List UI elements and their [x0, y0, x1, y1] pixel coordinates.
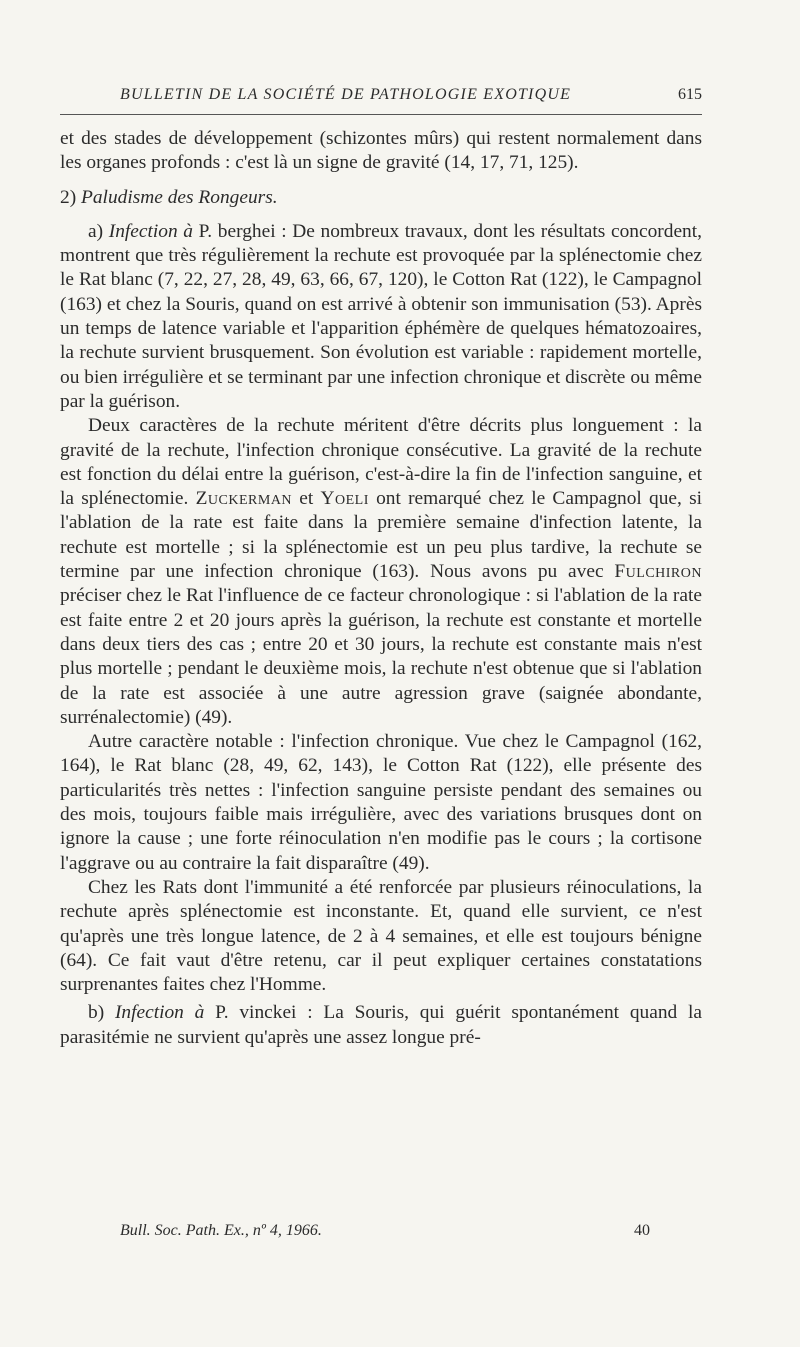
page-footer — [60, 1222, 702, 1246]
section-title: Paludisme des Rongeurs. — [81, 186, 278, 208]
subsection-title-b: Infection à — [114, 1002, 205, 1024]
journal-title: BULLETIN DE LA SOCIÉTÉ DE PATHOLOGIE EXOTIQUE — [120, 86, 572, 103]
section-number: 2) — [60, 186, 77, 208]
paragraph-a: a) Infection à P. berghei : De nombreux travaux, dont les résultats concordent, montrent que très régulièrement la rechute est provoquée par la splénectomie chez le Rat blanc (7, 22, 27, 28, 49, 63, 66, 67, 120), le Cotton Rat (122), le Campagnol (163) et chez la Souris, quand on est arrivé à obtenir son immunisation (53). Après un temps de latence variable et l'apparition éphémère de quelques hématozoaires, la rechute survient brusquement. Son évolution est variable : rapidement mortelle, ou bien irrégulière et se terminant par une infection chronique et discrète ou même par la guérison. — [60, 220, 702, 412]
paragraph-continuation: et des stades de développement (schizontes mûrs) qui restent normalement dans les organes profonds : c'est là un signe de gravité (14, 17, 71, 125). — [60, 128, 702, 174]
author-name: Fulchiron — [614, 561, 702, 583]
subsection-label-b: b) — [88, 1002, 105, 1024]
paragraph-reinoculation: Chez les Rats dont l'immunité a été renforcée par plusieurs réinoculations, la rechute après splénectomie est inconstante. Et, quand elle survient, ce n'est qu'après une très longue latence, de 2 à 4 semaines, et elle est toujours bénigne (64). Ce fait vaut d'être retenu, car il peut expliquer certaines constatations surprenantes faites chez l'Homme. — [60, 876, 702, 996]
signature-mark: 40 — [634, 1222, 650, 1239]
subsection-label-a: a) — [88, 220, 104, 242]
section-heading — [60, 186, 702, 210]
header-rule — [60, 114, 702, 115]
running-header — [60, 86, 702, 110]
paragraph-b: b) Infection à P. vinckei : La Souris, qui guérit spontanément quand la parasitémie ne survient qu'après une assez longue pré- — [60, 1002, 702, 1048]
journal-citation: Bull. Soc. Path. Ex., nº 4, 1966. — [120, 1222, 322, 1239]
body-text — [60, 127, 702, 1050]
author-name: Zuckerman — [195, 488, 293, 510]
page-number: 615 — [678, 86, 702, 103]
document-page — [60, 0, 702, 1347]
author-name: Yoeli — [320, 488, 369, 510]
subsection-title-a: Infection à — [108, 220, 193, 242]
paragraph-chronic-infection: Autre caractère notable : l'infection chronique. Vue chez le Campagnol (162, 164), le Rat blanc (28, 49, 62, 143), le Cotton Rat (122), elle présente des particularités très nettes : l'infection sanguine persiste pendant des semaines ou des mois, toujours faible mais irrégulière, avec des variations brusques dont on ignore la cause ; une forte réinoculation n'en modifie pas le cours ; la cortisone l'aggrave ou au contraire la fait disparaître (49). — [60, 731, 702, 874]
paragraph-rechute-characters: Deux caractères de la rechute méritent d'être décrits plus longuement : la gravité de la rechute, l'infection chronique consécutive. La gravité de la rechute est fonction du délai entre la guérison, c'est-à-dire la fin de l'infection sanguine, et la splénectomie. Zuckerman et Yoeli ont remarqué chez le Campagnol que, si l'ablation de la rate est faite dans la première semaine d'infection latente, la rechute est mortelle ; si la splénectomie est un peu plus tardive, la rechute se termine par une infection chronique (163). Nous avons pu avec Fulchiron préciser chez le Rat l'influence de ce facteur chronologique : si l'ablation de la rate est faite entre 2 et 20 jours après la guérison, la rechute est constante et mortelle dans deux tiers des cas ; entre 20 et 30 jours, la rechute est constante mais n'est plus mortelle ; pendant le deuxième mois, la rechute n'est obtenue que si l'ablation de la rate est associée à une autre agression grave (saignée abondante, surrénalectomie) (49). — [60, 415, 702, 728]
